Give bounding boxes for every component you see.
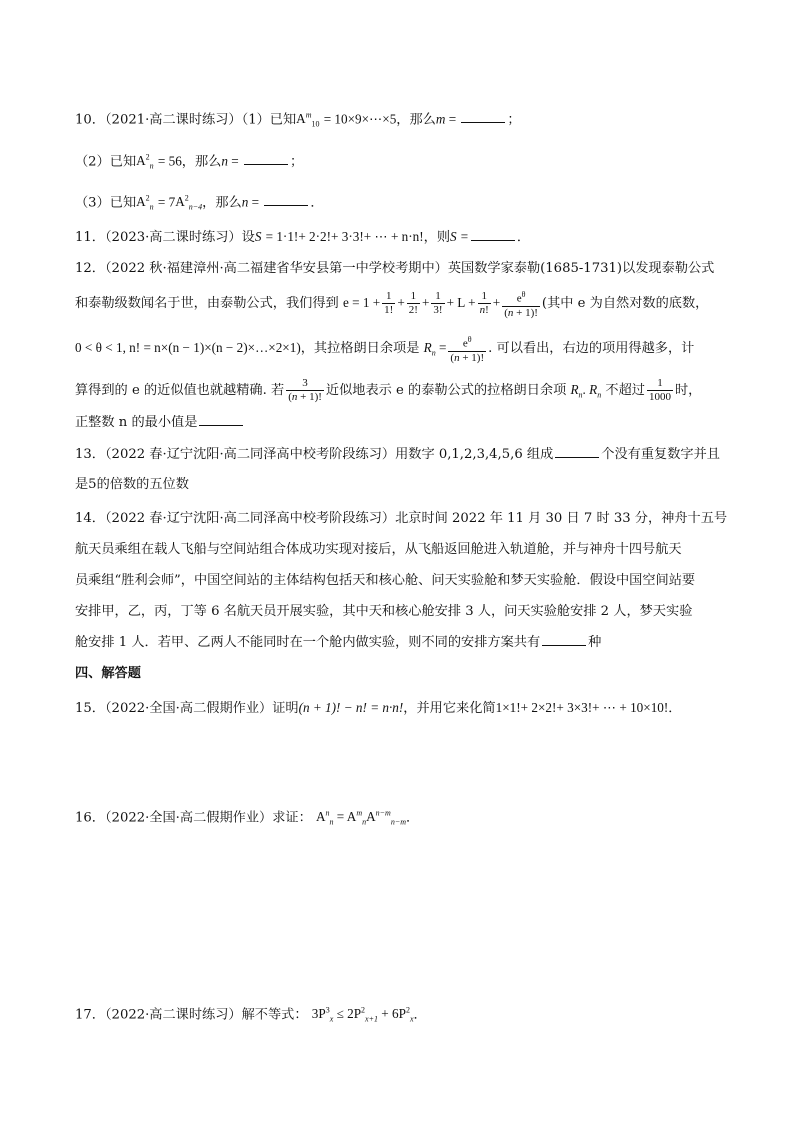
question-source: （2022 春·辽宁沈阳·高二同泽高中校考阶段练习）: [104, 447, 396, 462]
question-number: 11．: [75, 230, 105, 245]
question-source: （2022·全国·高二假期作业）: [104, 701, 273, 716]
question-13-line-2: 是5的倍数的五位数: [75, 477, 189, 492]
question-12-line-4: 算得到的 e 的近似值也就越精确. 若 $\frac{3}{(n + 1)!}$ 近似地表示 e 的泰勒公式的拉格朗日余项 $R_n$. $R_n$ 不超过 $\frac{1}{1000}$ 时，: [75, 377, 702, 403]
question-source: （2021·高二课时练习）: [104, 112, 242, 128]
question-number: 16．: [75, 810, 105, 826]
question-10-part-3: （3）已知$A^2_n = 7A^2_{n-4}$，那么n = ．: [75, 194, 324, 213]
inequality: $3P^3_x \le 2P^2_{x+1} + 6P^2_x$: [311, 1006, 414, 1025]
answer-blank[interactable]: [555, 445, 599, 458]
answer-blank[interactable]: [542, 633, 586, 646]
question-12-line-3: 0 < θ < 1, n! = n×(n − 1)×(n − 2)×…×2×1)，其拉格朗日余项是 $R_n$ = $\frac{e^\theta}{(n + 1)!}$ . 可以看出，右边的项用得越多，计: [75, 335, 695, 364]
answer-blank[interactable]: [471, 228, 515, 241]
question-10-part-1: 10．（2021·高二课时练习）（1）已知$A^m_{10}$ = 10×9×⋯×5，那么m = ；: [75, 111, 521, 130]
question-13-line-1: 13．（2022 春·辽宁沈阳·高二同泽高中校考阶段练习）用数字 0,1,2,3,4,5,6 组成 个没有重复数字并且: [75, 447, 720, 462]
answer-blank[interactable]: [264, 193, 308, 206]
question-source: （2022 秋·福建漳州·高二福建省华安县第一中学校考期中）: [104, 261, 448, 276]
question-12-line-1: 12．（2022 秋·福建漳州·高二福建省华安县第一中学校考期中）英国数学家泰勒(1685-1731)以发现泰勒公式: [75, 261, 715, 276]
question-number: 14．: [75, 511, 105, 526]
permutation-symbol: $A^2_{n-4}$: [175, 194, 203, 213]
answer-blank[interactable]: [461, 110, 505, 123]
permutation-identity: $A^n_n = A^m_nA^{n-m}_{n-m}$: [315, 809, 407, 828]
fraction: $\frac{1}{1000}$: [648, 377, 671, 403]
question-14-line-3: 员乘组“胜利会师”，中国空间站的主体结构包括天和核心舱、问天实验舱和梦天实验舱．假设中国空间站要: [75, 573, 696, 588]
answer-blank[interactable]: [199, 413, 243, 426]
question-number: 10．: [75, 112, 105, 128]
question-source: （2022·全国·高二假期作业）: [104, 810, 273, 826]
question-source: （2023·高二课时练习）: [104, 230, 242, 245]
question-15: 15．（2022·全国·高二假期作业）证明(n + 1)! − n! = n·n!，并用它来化简1×1!+ 2×2!+ 3×3!+ ⋯ + 10×10!．: [75, 700, 682, 716]
question-14-line-1: 14．（2022 春·辽宁沈阳·高二同泽高中校考阶段练习）北京时间 2022 年 11 月 30 日 7 时 33 分，神舟十五号: [75, 511, 728, 526]
taylor-formula: e = 1 + $\frac{1}{1!}$ + $\frac{1}{2!}$ + $\frac{1}{3!}$ + L + $\frac{1}{n!}$ + $\frac{e^\theta}{(n + 1)!}$: [342, 290, 538, 319]
permutation-symbol: $A^2_n$: [136, 153, 154, 172]
question-number: 12．: [75, 261, 105, 276]
question-source: （2022·高二课时练习）: [104, 1007, 242, 1023]
question-11: 11．（2023·高二课时练习）设S = 1·1!+ 2·2!+ 3·3!+ ⋯ + n·n!，则S = ．: [75, 229, 531, 245]
question-14-line-2: 航天员乘组在载人飞船与空间站组合体成功实现对接后，从飞船返回舱进入轨道舱，并与神舟十四号航天: [75, 542, 682, 557]
question-10-part-2: （2）已知$A^2_n = 56$，那么n = ；: [75, 153, 304, 172]
permutation-symbol: $A^m_{10}$: [296, 111, 320, 130]
question-12-line-2: 和泰勒级数闻名于世，由泰勒公式，我们得到 e = 1 + $\frac{1}{1!}$ + $\frac{1}{2!}$ + $\frac{1}{3!}$ + L + $\frac{1}{n!}$ + $\frac{e^\theta}{(n + 1)!}$ (其中 e 为自然对数的底数，: [75, 290, 709, 319]
answer-blank[interactable]: [244, 152, 288, 165]
question-17: 17．（2022·高二课时练习）解不等式： $3P^3_x \le 2P^2_{x+1} + 6P^2_x$．: [75, 1006, 427, 1025]
question-16: 16．（2022·全国·高二假期作业）求证： $A^n_n = A^m_nA^{n-m}_{n-m}$．: [75, 809, 420, 828]
question-number: 17．: [75, 1007, 105, 1023]
fraction: $\frac{3}{(n + 1)!}$: [288, 377, 322, 403]
question-14-line-5: 舱安排 1 人．若甲、乙两人不能同时在一个舱内做实验，则不同的安排方案共有 种: [75, 635, 602, 650]
question-number: 15．: [75, 701, 105, 716]
question-12-line-5: 正整数 n 的最小值是: [75, 413, 734, 433]
lagrange-remainder: $R_n$ = $\frac{e^\theta}{(n + 1)!}$: [423, 335, 485, 364]
question-source: （2022 春·辽宁沈阳·高二同泽高中校考阶段练习）: [104, 511, 396, 526]
question-number: 13．: [75, 447, 105, 462]
question-14-line-4: 安排甲，乙，丙，丁等 6 名航天员开展实验，其中天和核心舱安排 3 人，问天实验舱安排 2 人，梦天实验: [75, 604, 693, 619]
permutation-symbol: $A^2_n$: [136, 194, 154, 213]
section-heading: 四、解答题: [75, 666, 141, 681]
